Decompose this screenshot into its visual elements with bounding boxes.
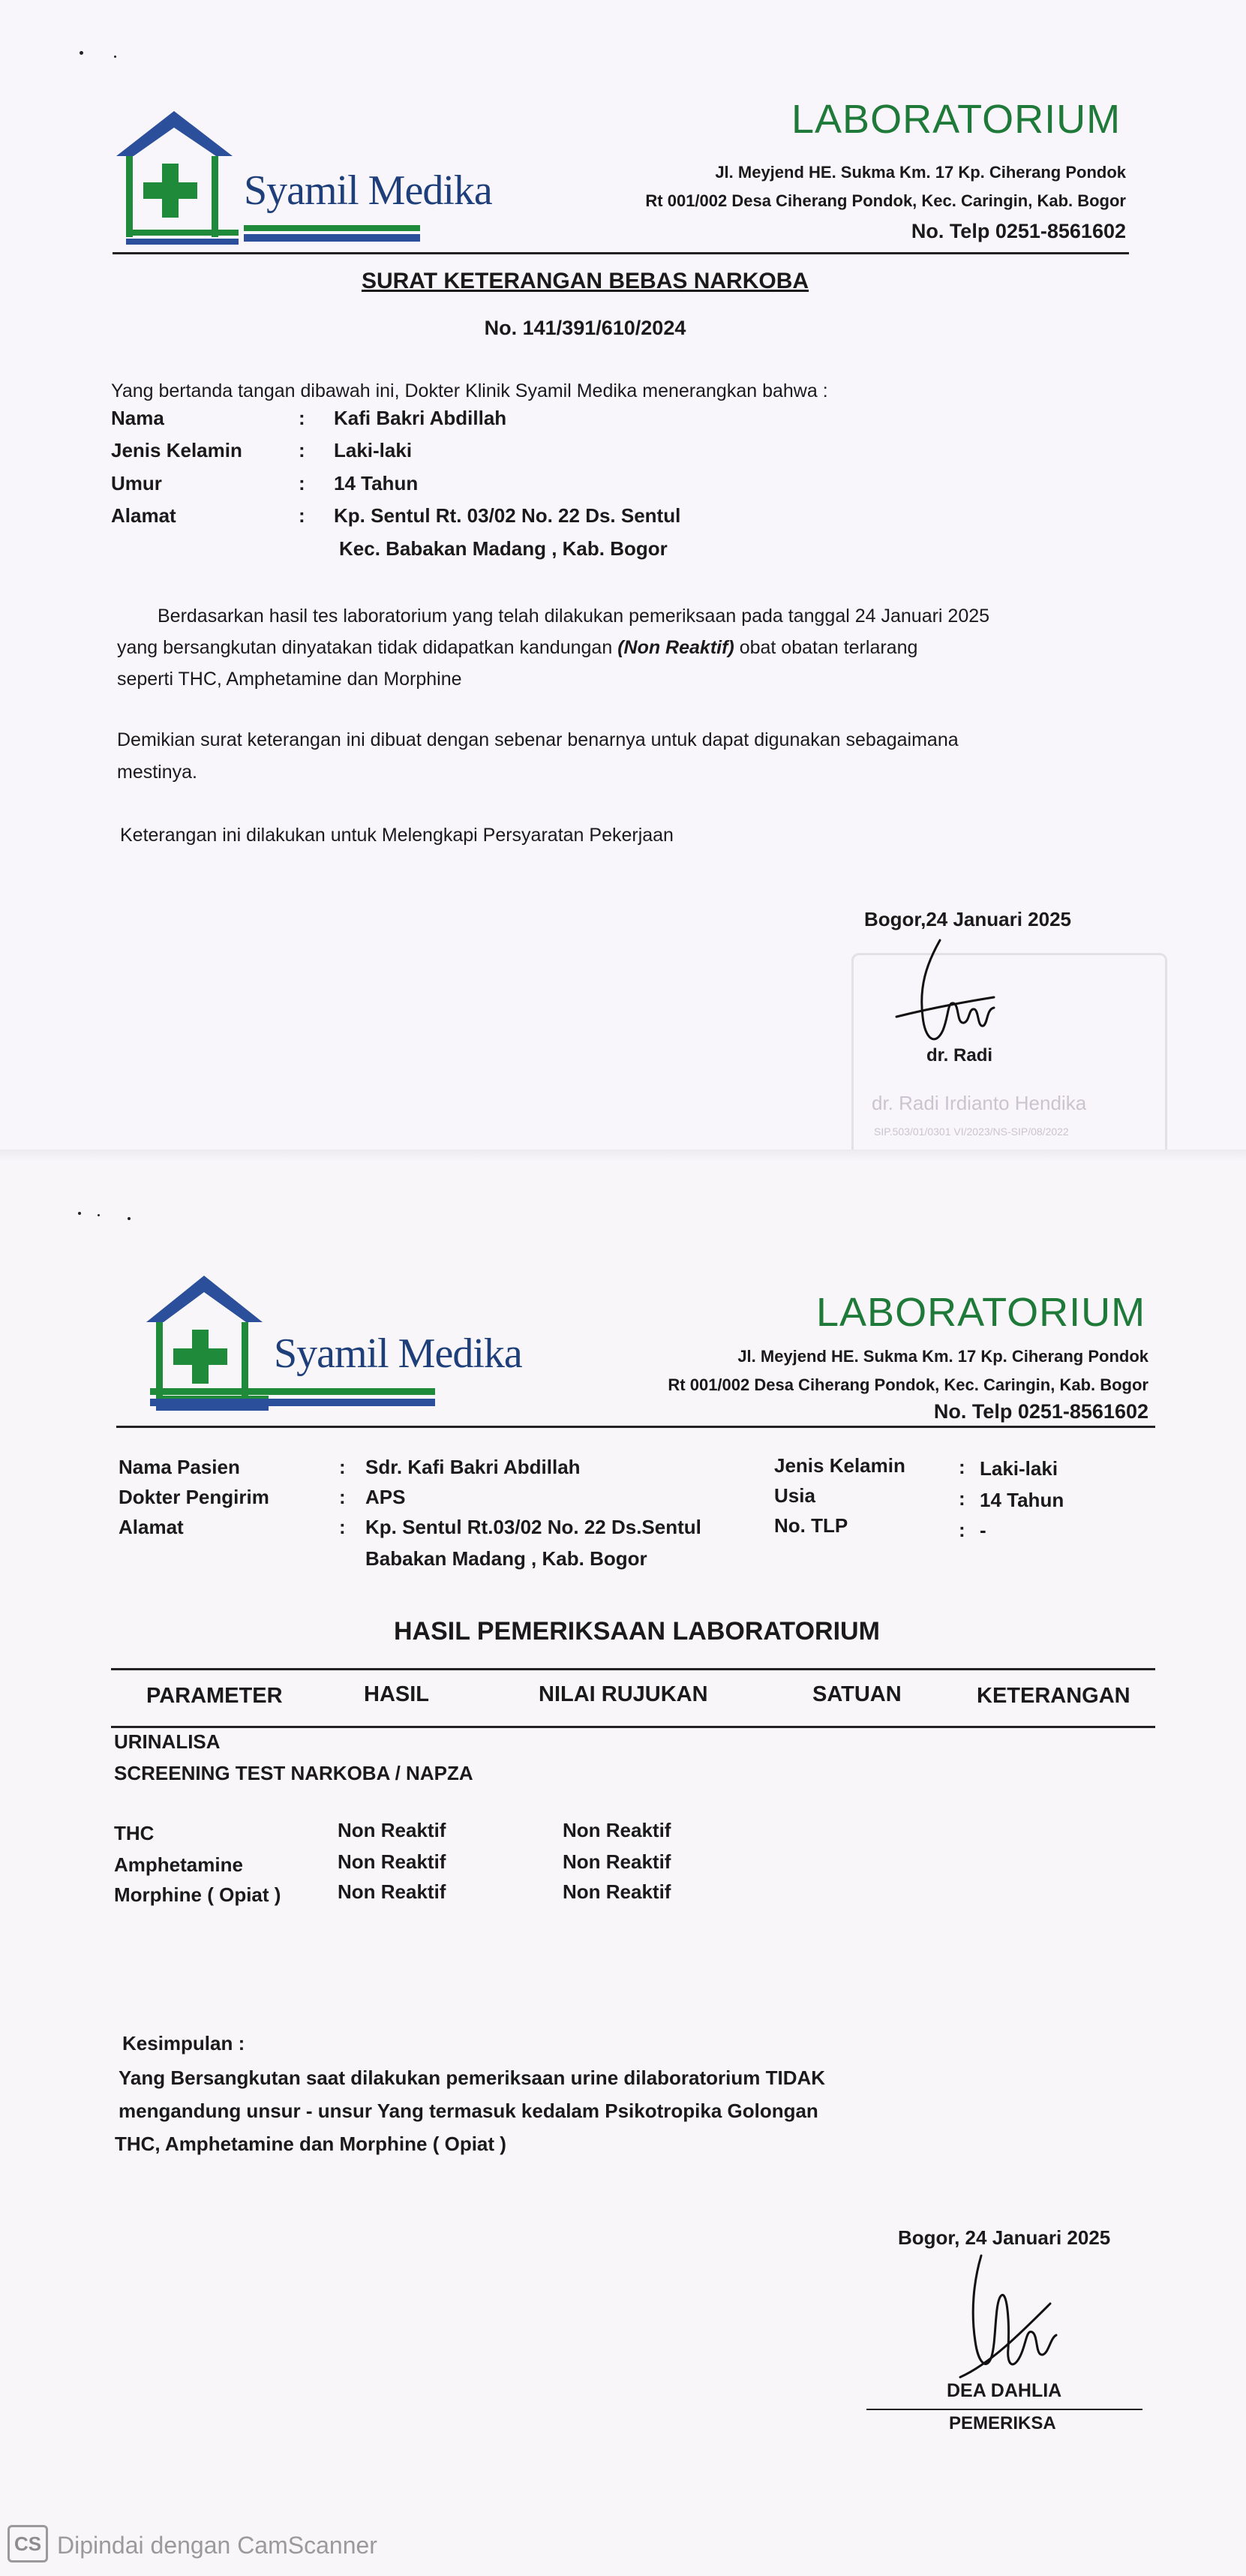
scan-speck [78,1212,81,1215]
field-label: Jenis Kelamin [111,439,242,461]
place-date: Bogor, 24 Januari 2025 [898,2226,1111,2249]
logo-underline-icon [150,1388,435,1414]
purpose-text: Keterangan ini dilakukan untuk Melengkapi Persyaratan Pekerjaan [120,825,674,846]
field-colon: : [339,1516,346,1538]
field-value: Kafi Bakri Abdillah [334,407,507,429]
camscanner-logo: CS [8,2525,48,2562]
field-label: Nama [111,407,164,429]
table-row-param: THC [114,1822,155,1844]
column-header: NILAI RUJUKAN [539,1682,708,1706]
clinic-name: Syamil Medika [274,1330,522,1377]
field-colon: : [299,439,305,461]
table-row-hasil: Non Reaktif [338,1850,446,1873]
camscanner-text: Dipindai dengan CamScanner [57,2532,377,2559]
conclusion-line: THC, Amphetamine dan Morphine ( Opiat ) [115,2133,506,2155]
letter-number: No. 141/391/610/2024 [484,317,686,339]
address-line-2: Rt 001/002 Desa Ciherang Pondok, Kec. Caringin, Kab. Bogor [668,1375,1148,1394]
page-fold [0,1150,1246,1162]
column-header: SATUAN [812,1682,902,1706]
patient-label: No. TLP [774,1514,848,1537]
field-colon: : [299,472,305,494]
stamp-name: dr. Radi Irdianto Hendika [872,1092,1087,1114]
examiner-name: DEA DAHLIA [947,2380,1062,2401]
field-colon: : [339,1456,346,1478]
phone: No. Telp 0251-8561602 [933,1400,1148,1423]
field-label: Umur [111,472,162,494]
body-line-2: yang bersangkutan dinyatakan tidak didapatkan kandungan (Non Reaktif) obat obatan terlarang [117,637,918,658]
non-reaktif-emphasis: (Non Reaktif) [617,637,734,658]
lab-title: LABORATORIUM [816,1290,1146,1335]
address-line-2: Rt 001/002 Desa Ciherang Pondok, Kec. Caringin, Kab. Bogor [645,191,1126,210]
body-line-1: Berdasarkan hasil tes laboratorium yang telah dilakukan pemeriksaan pada tanggal 24 Januari 2025 [158,606,990,627]
table-row-hasil: Non Reaktif [338,1880,446,1903]
conclusion-line: Yang Bersangkutan saat dilakukan pemeriksaan urine dilaboratorium TIDAK [119,2067,826,2089]
examiner-role: PEMERIKSA [949,2413,1056,2433]
table-header-rule [111,1726,1155,1728]
table-row-param: Amphetamine [114,1853,243,1876]
conclusion-label: Kesimpulan : [122,2032,245,2054]
letter-title: SURAT KETERANGAN BEBAS NARKOBA [361,269,809,293]
intro-text: Yang bertanda tangan dibawah ini, Dokter Klinik Syamil Medika menerangkan bahwa : [111,380,828,401]
place-date: Bogor,24 Januari 2025 [864,908,1072,930]
closing-line-1: Demikian surat keterangan ini dibuat dengan sebenar benarnya untuk dapat digunakan sebagaimana [117,729,959,750]
address-line-1: Jl. Meyjend HE. Sukma Km. 17 Kp. Ciherang Pondok [737,1347,1148,1366]
field-value: Laki-laki [334,439,413,461]
field-label: Alamat [111,504,176,527]
lab-title: LABORATORIUM [791,97,1121,142]
header-divider [116,1426,1155,1428]
field-value: 14 Tahun [334,472,419,494]
field-colon: : [339,1486,346,1508]
column-header: HASIL [364,1682,429,1706]
address-continued: Kec. Babakan Madang , Kab. Bogor [339,537,668,560]
header-divider [113,252,1129,254]
column-header: PARAMETER [146,1684,283,1708]
field-colon: : [959,1519,965,1541]
scan-speck [128,1217,131,1220]
patient-label: Jenis Kelamin [774,1454,905,1477]
scan-speck [80,51,83,55]
section-heading: SCREENING TEST NARKOBA / NAPZA [114,1762,473,1784]
address-continued: Babakan Madang , Kab. Bogor [365,1547,647,1570]
clinic-logo-icon [113,111,240,246]
patient-label: Usia [774,1484,815,1507]
patient-label: Alamat [119,1516,184,1538]
table-top-rule [111,1668,1155,1670]
scan-speck [98,1214,100,1216]
patient-value: Kp. Sentul Rt.03/02 No. 22 Ds.Sentul [365,1516,701,1538]
field-value: Kp. Sentul Rt. 03/02 No. 22 Ds. Sentul [334,504,681,527]
signature-icon [938,2251,1073,2401]
section-heading: URINALISA [114,1730,221,1753]
column-header: KETERANGAN [977,1684,1130,1708]
field-colon: : [299,504,305,527]
table-row-rujukan: Non Reaktif [563,1850,671,1873]
patient-value: - [980,1519,986,1541]
patient-label: Nama Pasien [119,1456,240,1478]
field-colon: : [299,407,305,429]
patient-value: Sdr. Kafi Bakri Abdillah [365,1456,581,1478]
table-row-param: Morphine ( Opiat ) [114,1883,281,1906]
logo-underline-icon [244,225,420,248]
patient-value: 14 Tahun [980,1489,1064,1511]
clinic-name: Syamil Medika [244,167,492,214]
phone: No. Telp 0251-8561602 [911,220,1126,242]
field-colon: : [959,1456,965,1478]
conclusion-line: mengandung unsur - unsur Yang termasuk kedalam Psikotropika Golongan [119,2100,818,2122]
patient-label: Dokter Pengirim [119,1486,269,1508]
closing-line-2: mestinya. [117,762,197,783]
field-colon: : [959,1487,965,1510]
results-title: HASIL PEMERIKSAAN LABORATORIUM [394,1617,880,1646]
table-row-rujukan: Non Reaktif [563,1819,671,1841]
table-row-rujukan: Non Reaktif [563,1880,671,1903]
scan-speck [114,56,116,58]
table-row-hasil: Non Reaktif [338,1819,446,1841]
address-line-1: Jl. Meyjend HE. Sukma Km. 17 Kp. Ciherang Pondok [715,163,1126,182]
signature-line [866,2409,1142,2410]
signer-name: dr. Radi [926,1045,993,1066]
stamp-id: SIP.503/01/0301 VI/2023/NS-SIP/08/2022 [874,1126,1069,1138]
patient-value: Laki-laki [980,1457,1058,1480]
patient-value: APS [365,1486,406,1508]
body-line-3: seperti THC, Amphetamine dan Morphine [117,669,462,690]
